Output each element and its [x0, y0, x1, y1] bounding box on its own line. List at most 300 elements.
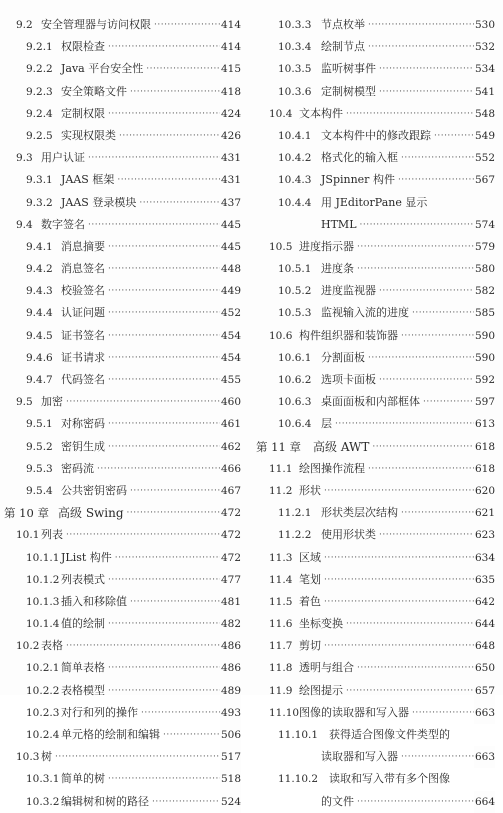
toc-entry[interactable] — [0, 192, 249, 214]
toc-dot-leader — [324, 591, 475, 613]
toc-dot-leader — [119, 125, 221, 147]
toc-dot-leader — [152, 791, 221, 813]
toc-entry-title: 对称密码 — [61, 417, 105, 431]
toc-entry-title: 图像的读取器和写入器 — [299, 705, 409, 719]
toc-page-number: 620 — [474, 480, 495, 502]
toc-entry[interactable] — [252, 724, 499, 746]
toc-entry[interactable] — [252, 591, 499, 613]
toc-entry[interactable] — [0, 436, 249, 458]
toc-dot-leader — [379, 369, 475, 391]
toc-dot-leader — [346, 613, 475, 635]
toc-entry-number: 10.3.4 — [278, 41, 312, 54]
toc-dot-leader — [108, 436, 221, 458]
toc-dot-leader — [130, 591, 221, 613]
toc-entry-number: 11.3 — [269, 551, 293, 564]
toc-page-number: 418 — [220, 81, 241, 103]
toc-entry[interactable] — [252, 169, 499, 191]
toc-entry-number: 10.4.1 — [278, 129, 312, 142]
toc-entry-number: 10.4.3 — [278, 174, 312, 187]
toc-page-number: 524 — [220, 791, 241, 813]
toc-entry-number: 11.7 — [269, 640, 293, 653]
toc-page-number: 431 — [220, 169, 241, 191]
toc-page-number: 663 — [474, 746, 495, 768]
toc-entry-number: 11.2.1 — [278, 507, 312, 520]
toc-entry-title: 单元格的绘制和编辑 — [61, 728, 160, 741]
toc-entry-title: 消息摘要 — [61, 239, 105, 253]
toc-page-number: 486 — [220, 635, 241, 657]
toc-entry-number: 10.2.3 — [26, 706, 60, 719]
toc-entry-title: 监听树事件 — [321, 62, 376, 76]
toc-entry[interactable] — [0, 413, 249, 435]
toc-entry-number: 10.6.3 — [278, 396, 312, 409]
toc-entry-title: 定制树模型 — [321, 84, 376, 98]
toc-entry[interactable] — [252, 413, 499, 435]
toc-entry-number: 10.6.4 — [278, 418, 312, 431]
toc-entry[interactable] — [0, 14, 249, 36]
toc-page-number: 548 — [474, 103, 495, 125]
toc-entry[interactable] — [0, 147, 249, 169]
toc-entry[interactable] — [0, 480, 249, 502]
toc-entry-number: 10.6 — [269, 329, 293, 342]
toc-dot-leader — [324, 547, 475, 569]
toc-entry[interactable] — [0, 214, 249, 236]
toc-entry[interactable] — [0, 81, 249, 103]
toc-dot-leader — [346, 103, 475, 125]
toc-dot-leader — [372, 436, 475, 458]
toc-dot-leader — [97, 458, 221, 480]
toc-entry-number: 10.4 — [269, 107, 293, 120]
toc-page-number: 489 — [220, 680, 241, 702]
toc-page-number: 506 — [220, 724, 241, 746]
toc-dot-leader — [379, 280, 475, 302]
toc-entry-number: 9.4.6 — [26, 351, 53, 364]
toc-entry[interactable] — [0, 236, 249, 258]
toc-dot-leader — [66, 524, 221, 546]
toc-dot-leader — [141, 702, 221, 724]
toc-entry-number: 11.2 — [269, 484, 293, 497]
toc-entry[interactable] — [0, 791, 249, 813]
toc-entry-number: 10.1 — [16, 529, 40, 542]
toc-entry-title: 表格模型 — [61, 683, 105, 697]
toc-entry-number: 11.6 — [269, 618, 293, 631]
toc-dot-leader — [108, 258, 221, 280]
toc-entry[interactable] — [252, 58, 499, 80]
toc-entry-number: 11.10.1 — [278, 729, 319, 741]
toc-dot-leader — [379, 58, 475, 80]
toc-entry[interactable] — [252, 192, 499, 214]
toc-entry[interactable] — [252, 391, 499, 413]
toc-dot-leader — [398, 169, 475, 191]
toc-entry[interactable] — [252, 635, 499, 657]
toc-dot-leader — [412, 302, 475, 324]
toc-entry-title: 的文件 — [321, 794, 354, 808]
toc-entry[interactable] — [0, 613, 249, 635]
toc-page-number: 449 — [220, 280, 241, 302]
toc-page-number: 466 — [220, 458, 241, 480]
toc-entry-title: 层 — [321, 417, 332, 431]
toc-left-column — [0, 14, 249, 813]
toc-dot-leader — [401, 502, 475, 524]
toc-dot-leader — [66, 391, 221, 413]
toc-page-number: 621 — [474, 502, 495, 524]
toc-entry-number: 9.2.3 — [26, 85, 53, 98]
toc-dot-leader — [368, 347, 475, 369]
toc-page-number: 486 — [220, 657, 241, 679]
toc-entry-title: 绘图提示 — [299, 683, 343, 697]
toc-dot-leader — [412, 702, 475, 724]
toc-page-number: 623 — [474, 524, 495, 546]
toc-chapter-entry[interactable] — [0, 502, 249, 524]
toc-entry[interactable] — [252, 502, 499, 524]
toc-entry-title: 列表模式 — [61, 572, 105, 586]
toc-entry-number: 9.3.2 — [26, 196, 53, 209]
toc-entry-title: 选项卡面板 — [321, 373, 376, 386]
toc-page-number: 454 — [220, 347, 241, 369]
toc-dot-leader — [346, 680, 475, 702]
toc-dot-leader — [108, 325, 221, 347]
toc-entry-number: 11.4 — [269, 573, 293, 586]
toc-entry-title: 构件组织器和装饰器 — [299, 328, 398, 342]
toc-entry-title: 坐标变换 — [299, 617, 343, 631]
toc-entry-title: 校验签名 — [61, 284, 105, 298]
toc-entry-number: 9.4 — [16, 218, 33, 231]
toc-entry[interactable] — [0, 347, 249, 369]
toc-entry[interactable] — [252, 103, 499, 125]
toc-page-number: 481 — [220, 591, 241, 613]
toc-page-number: 472 — [220, 524, 241, 546]
toc-entry-title: 节点枚举 — [321, 18, 365, 31]
toc-entry[interactable] — [0, 458, 249, 480]
toc-entry-number: 9.5.1 — [26, 418, 53, 431]
toc-dot-leader — [108, 768, 221, 790]
toc-entry[interactable] — [252, 680, 499, 702]
toc-entry[interactable] — [0, 702, 249, 724]
toc-entry[interactable] — [252, 325, 499, 347]
toc-entry-title: 使用形状类 — [321, 528, 376, 542]
toc-dot-leader — [139, 192, 221, 214]
toc-entry-title: 绘制节点 — [321, 40, 365, 54]
toc-entry[interactable] — [252, 236, 499, 258]
toc-dot-leader — [324, 635, 475, 657]
toc-entry-title: 简单的树 — [61, 772, 105, 786]
toc-entry[interactable] — [252, 14, 499, 36]
toc-entry-title: 透明与组合 — [299, 661, 354, 675]
toc-entry-number: 10.5.1 — [278, 263, 312, 276]
toc-dot-leader — [379, 81, 475, 103]
toc-entry[interactable] — [0, 302, 249, 324]
toc-entry-title: 编辑树和树的路径 — [61, 794, 149, 808]
toc-dot-leader — [379, 524, 475, 546]
toc-dot-leader — [55, 746, 221, 768]
toc-page-number: 635 — [474, 569, 495, 591]
toc-page-number: 663 — [474, 702, 495, 724]
toc-entry[interactable] — [252, 458, 499, 480]
toc-entry-number: 10.3.6 — [278, 85, 312, 98]
toc-entry-number: 10.3.5 — [278, 63, 312, 76]
toc-dot-leader — [357, 236, 475, 258]
toc-entry-title: 获得适合图像文件类型的 — [329, 728, 450, 741]
toc-dot-leader — [108, 302, 221, 324]
toc-entry-number: 11.5 — [269, 595, 293, 608]
toc-page-number: 477 — [220, 569, 241, 591]
toc-entry[interactable] — [252, 214, 499, 236]
toc-page-number: 590 — [474, 347, 495, 369]
toc-entry-number: 10.2.4 — [26, 729, 60, 741]
toc-entry[interactable] — [0, 524, 249, 546]
toc-entry[interactable] — [252, 547, 499, 569]
toc-dot-leader — [434, 125, 475, 147]
toc-entry[interactable] — [252, 147, 499, 169]
toc-dot-leader — [88, 147, 221, 169]
toc-entry-number: 9.2.5 — [26, 129, 53, 142]
toc-entry-number: 10.6.2 — [278, 374, 312, 386]
toc-page-number: 657 — [474, 680, 495, 702]
toc-dot-leader — [423, 391, 475, 413]
toc-page-number: 530 — [474, 14, 495, 36]
toc-entry[interactable] — [252, 480, 499, 502]
toc-dot-leader — [163, 724, 221, 746]
toc-entry-title: 定制权限 — [61, 106, 105, 120]
toc-page-number: 455 — [220, 369, 241, 391]
toc-page-number: 642 — [474, 591, 495, 613]
toc-dot-leader — [108, 413, 221, 435]
toc-entry-title: 进度条 — [321, 262, 354, 276]
toc-dot-leader — [359, 214, 475, 236]
toc-entry[interactable] — [0, 591, 249, 613]
toc-entry[interactable] — [0, 768, 249, 790]
toc-entry[interactable] — [0, 369, 249, 391]
toc-entry-number: 第 11 章 — [256, 439, 301, 454]
toc-dot-leader — [130, 480, 221, 502]
toc-entry-number: 10.4.2 — [278, 152, 312, 165]
toc-page-number: 597 — [474, 391, 495, 413]
toc-page-number: 534 — [474, 58, 495, 80]
toc-entry[interactable] — [252, 524, 499, 546]
toc-entry[interactable] — [0, 657, 249, 679]
toc-entry-title: 插入和移除值 — [61, 594, 127, 608]
toc-entry-title: 认证问题 — [61, 306, 105, 320]
toc-entry-title: 读取器和写入器 — [321, 750, 398, 764]
toc-entry[interactable] — [252, 81, 499, 103]
toc-entry-title: 列表 — [41, 528, 63, 542]
toc-entry-title: 安全管理器与访问权限 — [41, 18, 151, 31]
toc-entry-number: 10.3.3 — [278, 19, 312, 31]
toc-entry-number: 10.2 — [16, 640, 40, 653]
toc-entry[interactable] — [252, 302, 499, 324]
toc-page-number: 448 — [220, 258, 241, 280]
toc-page-number: 644 — [474, 613, 495, 635]
toc-entry-number: 9.3 — [16, 152, 33, 165]
toc-entry-title: 桌面面板和内部框体 — [321, 395, 420, 409]
toc-entry[interactable] — [252, 791, 499, 813]
toc-entry-title: 证书请求 — [61, 350, 105, 364]
toc-dot-leader — [335, 413, 475, 435]
toc-entry[interactable] — [0, 325, 249, 347]
toc-page-number: 580 — [474, 258, 495, 280]
toc-page-number: 482 — [220, 613, 241, 635]
toc-entry[interactable] — [252, 569, 499, 591]
toc-entry[interactable] — [0, 746, 249, 768]
toc-entry-number: 9.5.4 — [26, 484, 53, 497]
toc-entry-title: 高级 AWT — [313, 439, 370, 454]
toc-entry-number: 10.1.4 — [26, 618, 60, 631]
toc-entry[interactable] — [252, 258, 499, 280]
toc-entry-number: 10.1.3 — [26, 595, 60, 608]
toc-entry-number: 10.2.1 — [26, 662, 60, 675]
toc-page-number: 574 — [474, 214, 495, 236]
toc-page-number: 467 — [220, 480, 241, 502]
toc-entry-number: 11.10.2 — [278, 773, 319, 786]
toc-entry-title: 监视输入流的进度 — [321, 306, 409, 320]
toc-entry-number: 10.5.2 — [278, 285, 312, 298]
toc-page-number: 579 — [474, 236, 495, 258]
toc-entry[interactable] — [0, 280, 249, 302]
toc-entry[interactable] — [0, 635, 249, 657]
toc-entry[interactable] — [0, 569, 249, 591]
toc-page-number: 462 — [220, 436, 241, 458]
toc-entry-title: 简单表格 — [61, 661, 105, 675]
toc-entry-number: 9.2.1 — [26, 41, 53, 54]
toc-entry[interactable] — [252, 125, 499, 147]
toc-entry-title: 文本构件 — [299, 106, 343, 120]
toc-entry-title: 加密 — [41, 395, 63, 409]
toc-dot-leader — [357, 258, 475, 280]
toc-entry[interactable] — [0, 125, 249, 147]
toc-entry-title: 区域 — [299, 550, 321, 564]
toc-page-number: 613 — [474, 413, 495, 435]
toc-entry-title: 代码签名 — [61, 373, 105, 386]
toc-dot-leader — [108, 347, 221, 369]
toc-dot-leader — [154, 14, 221, 36]
toc-page-number: 414 — [220, 36, 241, 58]
toc-entry-number: 10.3.2 — [26, 795, 60, 808]
toc-entry[interactable] — [0, 58, 249, 80]
toc-entry-number: 10.1.1 — [26, 551, 60, 564]
toc-dot-leader — [108, 236, 221, 258]
toc-page-number: 437 — [220, 192, 241, 214]
toc-entry[interactable] — [252, 36, 499, 58]
toc-page-number: 431 — [220, 147, 241, 169]
toc-entry-number: 10.5 — [269, 240, 293, 253]
toc-entry-number: 10.2.2 — [26, 684, 60, 697]
toc-entry-number: 11.9 — [269, 684, 293, 697]
toc-dot-leader — [368, 458, 475, 480]
toc-dot-leader — [88, 214, 221, 236]
toc-page-number: 549 — [474, 125, 495, 147]
toc-entry-title: 着色 — [299, 594, 321, 608]
toc-entry-title: 密码流 — [61, 461, 94, 475]
toc-entry-title: 公共密钥密码 — [61, 483, 127, 497]
toc-entry-title: 安全策略文件 — [61, 84, 127, 98]
toc-entry[interactable] — [252, 280, 499, 302]
toc-entry[interactable] — [252, 657, 499, 679]
toc-entry-number: 11.8 — [269, 662, 293, 675]
toc-entry-number: 11.2.2 — [278, 529, 312, 542]
toc-entry[interactable] — [252, 768, 499, 790]
toc-page-number: 590 — [474, 325, 495, 347]
toc-page-number: 426 — [220, 125, 241, 147]
toc-entry-title: 高级 Swing — [58, 506, 124, 521]
toc-entry-number: 9.4.3 — [26, 285, 53, 298]
toc-entry-title: 用户认证 — [41, 151, 85, 165]
toc-dot-leader — [108, 613, 221, 635]
toc-dot-leader — [324, 480, 475, 502]
toc-entry-number: 9.4.5 — [26, 329, 53, 342]
toc-entry-title: 证书签名 — [61, 328, 105, 342]
toc-entry[interactable] — [252, 347, 499, 369]
toc-page-number: 414 — [220, 14, 241, 36]
toc-page-number: 585 — [474, 302, 495, 324]
toc-entry-number: 11.10 — [269, 706, 300, 719]
toc-entry[interactable] — [0, 103, 249, 125]
toc-entry-title: 权限检查 — [61, 40, 105, 54]
toc-entry[interactable] — [0, 724, 249, 746]
toc-entry[interactable] — [0, 680, 249, 702]
toc-dot-leader — [108, 280, 221, 302]
toc-dot-leader — [401, 746, 475, 768]
toc-entry-title: 用 JEditorPane 显示 — [321, 195, 428, 209]
toc-entry-title: 密钥生成 — [61, 439, 105, 453]
toc-entry-title: 格式化的输入框 — [321, 151, 398, 165]
toc-entry-number: 9.2.2 — [26, 63, 53, 76]
toc-entry[interactable] — [252, 369, 499, 391]
toc-entry-number: 9.2.4 — [26, 107, 53, 120]
toc-dot-leader — [357, 791, 475, 813]
toc-dot-leader — [127, 502, 221, 524]
toc-entry[interactable] — [252, 746, 499, 768]
toc-entry-title: 剪切 — [299, 639, 321, 653]
toc-entry[interactable] — [252, 613, 499, 635]
toc-entry[interactable] — [0, 547, 249, 569]
toc-page-number: 472 — [220, 547, 241, 569]
toc-entry-number: 9.3.1 — [26, 174, 53, 187]
toc-dot-leader — [108, 657, 221, 679]
toc-entry-title: JSpinner 构件 — [321, 173, 395, 187]
toc-entry-title: 实现权限类 — [61, 128, 116, 142]
toc-entry-number: 10.6.1 — [278, 351, 312, 364]
toc-entry-number: 9.4.7 — [26, 374, 53, 386]
toc-entry-number: 9.5.2 — [26, 440, 53, 453]
toc-entry[interactable] — [252, 702, 499, 724]
toc-entry[interactable] — [0, 36, 249, 58]
toc-entry-number: 11.1 — [269, 462, 293, 475]
toc-entry-number: 10.4.4 — [278, 196, 312, 209]
toc-entry-number: 9.4.1 — [26, 240, 53, 253]
toc-right-column — [252, 14, 499, 813]
toc-page-number: 460 — [220, 391, 241, 413]
toc-entry-title: 形状类层次结构 — [321, 506, 398, 520]
toc-entry-title: Java 平台安全性 — [61, 62, 144, 76]
toc-page-number: 445 — [220, 214, 241, 236]
toc-page-number: 415 — [220, 58, 241, 80]
toc-dot-leader — [108, 36, 221, 58]
toc-chapter-entry[interactable] — [252, 436, 499, 458]
toc-page-number: 445 — [220, 236, 241, 258]
toc-dot-leader — [368, 36, 475, 58]
toc-entry-title: 读取和写入带有多个图像 — [329, 772, 450, 786]
toc-page-number: 493 — [220, 702, 241, 724]
toc-dot-leader — [108, 103, 221, 125]
toc-entry[interactable] — [0, 391, 249, 413]
toc-page-number: 618 — [474, 458, 495, 480]
toc-dot-leader — [357, 657, 475, 679]
toc-entry[interactable] — [0, 169, 249, 191]
toc-entry[interactable] — [0, 258, 249, 280]
toc-dot-leader — [324, 569, 475, 591]
toc-page-number: 518 — [220, 768, 241, 790]
toc-entry-title: 形状 — [299, 483, 321, 497]
toc-dot-leader — [368, 14, 475, 36]
